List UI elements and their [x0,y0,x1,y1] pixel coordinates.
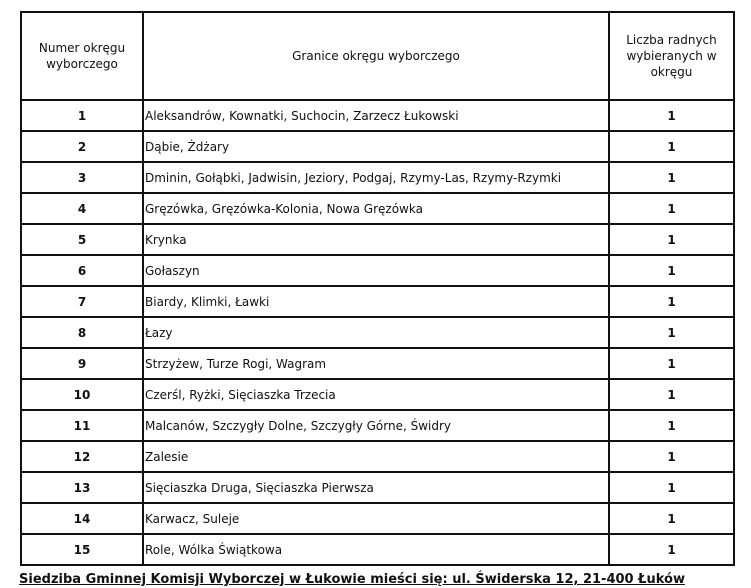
councillor-count: 1 [609,534,734,565]
councillor-count: 1 [609,286,734,317]
councillor-count: 1 [609,255,734,286]
header-councillors: Liczba radnych wybieranych w okręgu [609,12,734,100]
table-row [21,534,734,565]
district-boundaries: Strzyżew, Turze Rogi, Wagram [143,348,609,379]
district-boundaries: Łazy [143,317,609,348]
councillor-count: 1 [609,503,734,534]
district-number: 10 [21,379,143,410]
district-boundaries: Role, Wólka Świątkowa [143,534,609,565]
district-number: 9 [21,348,143,379]
councillor-count: 1 [609,441,734,472]
commission-address: Siedziba Gminnej Komisji Wyborczej w Łukowie mieści się: ul. Świderska 12, 21-400 Łuków [19,572,685,587]
table-row [21,317,734,348]
table-row [21,193,734,224]
districts-table [20,11,735,566]
district-number: 15 [21,534,143,565]
table-row [21,162,734,193]
header-boundaries: Granice okręgu wyborczego [143,12,609,100]
table-header [21,12,734,100]
district-number: 14 [21,503,143,534]
table-row [21,379,734,410]
table-body [21,100,734,565]
district-boundaries: Gołaszyn [143,255,609,286]
table-row [21,131,734,162]
district-number: 6 [21,255,143,286]
table-row [21,410,734,441]
councillor-count: 1 [609,100,734,131]
councillor-count: 1 [609,379,734,410]
table-row [21,503,734,534]
district-boundaries: Zalesie [143,441,609,472]
table-row [21,224,734,255]
district-number: 4 [21,193,143,224]
district-boundaries: Krynka [143,224,609,255]
district-boundaries: Biardy, Klimki, Ławki [143,286,609,317]
district-number: 3 [21,162,143,193]
district-number: 1 [21,100,143,131]
councillor-count: 1 [609,317,734,348]
district-number: 13 [21,472,143,503]
district-number: 7 [21,286,143,317]
district-boundaries: Karwacz, Suleje [143,503,609,534]
table-row [21,286,734,317]
district-boundaries: Sięciaszka Druga, Sięciaszka Pierwsza [143,472,609,503]
district-boundaries: Dąbie, Żdżary [143,131,609,162]
district-boundaries: Dminin, Gołąbki, Jadwisin, Jeziory, Podgaj, Rzymy-Las, Rzymy-Rzymki [143,162,609,193]
district-number: 8 [21,317,143,348]
table-row [21,255,734,286]
table-row [21,100,734,131]
councillor-count: 1 [609,193,734,224]
header-number: Numer okręgu wyborczego [21,12,143,100]
table-row [21,472,734,503]
councillor-count: 1 [609,410,734,441]
district-number: 12 [21,441,143,472]
district-boundaries: Gręzówka, Gręzówka-Kolonia, Nowa Gręzówka [143,193,609,224]
councillor-count: 1 [609,348,734,379]
district-boundaries: Malcanów, Szczygły Dolne, Szczygły Górne, Świdry [143,410,609,441]
councillor-count: 1 [609,131,734,162]
councillor-count: 1 [609,472,734,503]
councillor-count: 1 [609,224,734,255]
district-number: 5 [21,224,143,255]
table-row [21,348,734,379]
district-boundaries: Czerśl, Ryżki, Sięciaszka Trzecia [143,379,609,410]
councillor-count: 1 [609,162,734,193]
district-boundaries: Aleksandrów, Kownatki, Suchocin, Zarzecz Łukowski [143,100,609,131]
district-number: 2 [21,131,143,162]
district-number: 11 [21,410,143,441]
table-row [21,441,734,472]
